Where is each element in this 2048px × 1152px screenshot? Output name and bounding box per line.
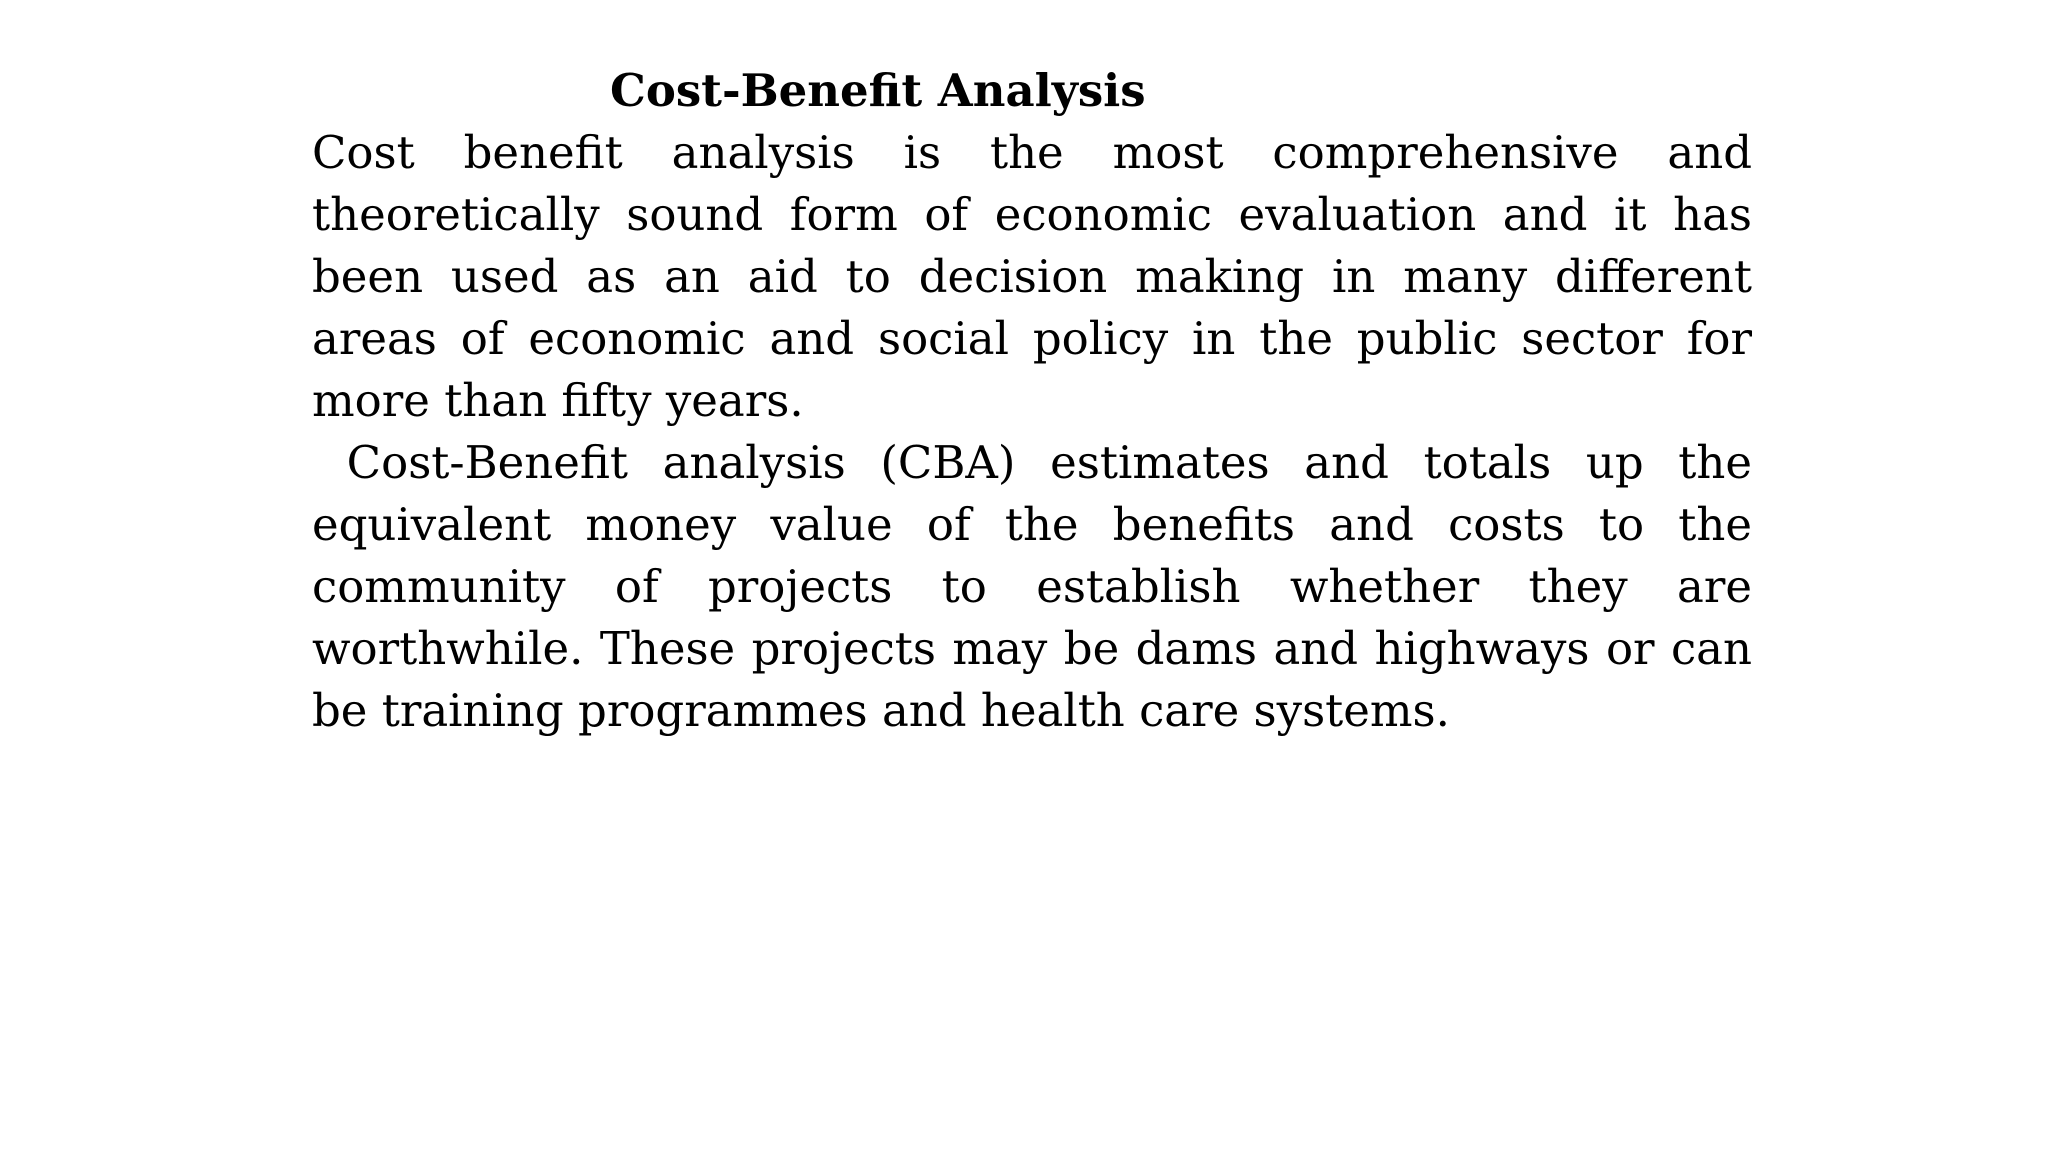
slide-body: [312, 122, 1767, 742]
slide-title: Cost-Benefit Analysis: [610, 64, 1146, 117]
paragraph-cba-estimates: Cost-Benefit analysis (CBA) estimates and totals up the equivalent money value of the benefits and costs to the community of projects to establish whether they are worthwhile. These projects may be dams and highways or can be training programmes and health care systems.: [312, 436, 1767, 737]
paragraph-cba-definition: Cost benefit analysis is the most comprehensive and theoretically sound form of economic evaluation and it has been used as an aid to decision making in many different areas of economic and social policy in the public sector for more than fifty years.: [312, 126, 1752, 427]
